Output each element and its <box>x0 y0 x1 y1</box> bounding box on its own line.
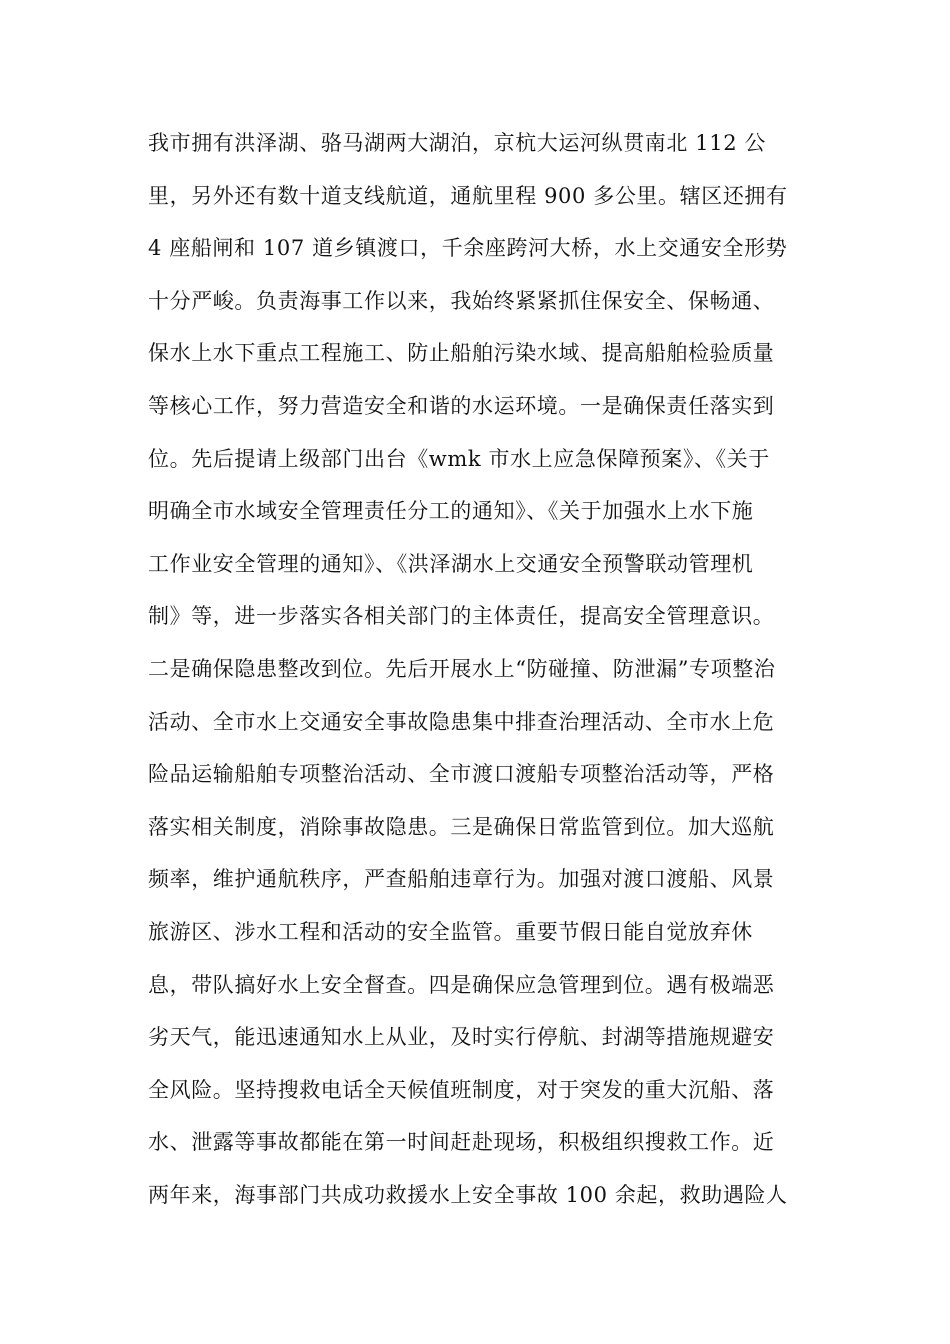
text-line: 等核心工作，努力营造安全和谐的水运环境。一是确保责任落实到 <box>148 393 775 418</box>
body-paragraph <box>148 117 808 1221</box>
text-line: 十分严峻。负责海事工作以来，我始终紧紧抓住保安全、保畅通、 <box>148 288 775 313</box>
text-line: 明确全市水域安全管理责任分工的通知》、《关于加强水上水下施 <box>148 499 754 524</box>
text-line: 我市拥有洪泽湖、骆马湖两大湖泊，京杭大运河纵贯南北 112 公 <box>148 131 767 155</box>
text-line: 活动、全市水上交通安全事故隐患集中排查治理活动、全市水上危 <box>148 709 775 734</box>
text-line: 工作业安全管理的通知》、《洪泽湖水上交通安全预警联动管理机 <box>148 551 754 576</box>
text-line: 水、泄露等事故都能在第一时间赶赴现场，积极组织搜救工作。近 <box>148 1130 775 1155</box>
text-line: 旅游区、涉水工程和活动的安全监管。重要节假日能自觉放弃休 <box>148 919 753 944</box>
text-line: 4 座船闸和 107 道乡镇渡口，千余座跨河大桥，水上交通安全形势 <box>148 236 788 261</box>
text-line: 险品运输船舶专项整治活动、全市渡口渡船专项整治活动等，严格 <box>148 762 775 787</box>
text-line: 劣天气，能迅速通知水上从业，及时实行停航、封湖等措施规避安 <box>148 1025 775 1050</box>
text-line: 频率，维护通航秩序，严查船舶违章行为。加强对渡口渡船、风景 <box>148 867 775 892</box>
text-line: 两年来，海事部门共成功救援水上安全事故 100 余起，救助遇险人 <box>148 1182 788 1207</box>
text-line: 全风险。坚持搜救电话全天候值班制度，对于突发的重大沉船、落 <box>148 1077 775 1102</box>
text-line: 二是确保隐患整改到位。先后开展水上“防碰撞、防泄漏”专项整治 <box>148 656 776 681</box>
text-line: 落实相关制度，消除事故隐患。三是确保日常监管到位。加大巡航 <box>148 814 775 839</box>
text-line: 制》等，进一步落实各相关部门的主体责任，提高安全管理意识。 <box>148 604 775 629</box>
text-line: 息，带队搞好水上安全督查。四是确保应急管理到位。遇有极端恶 <box>148 972 775 997</box>
text-line: 位。先后提请上级部门出台《wmk 市水上应急保障预案》、《关于 <box>148 446 770 471</box>
text-line: 里，另外还有数十道支线航道，通航里程 900 多公里。辖区还拥有 <box>148 183 788 208</box>
text-line: 保水上水下重点工程施工、防止船舶污染水域、提高船舶检验质量 <box>148 341 775 366</box>
